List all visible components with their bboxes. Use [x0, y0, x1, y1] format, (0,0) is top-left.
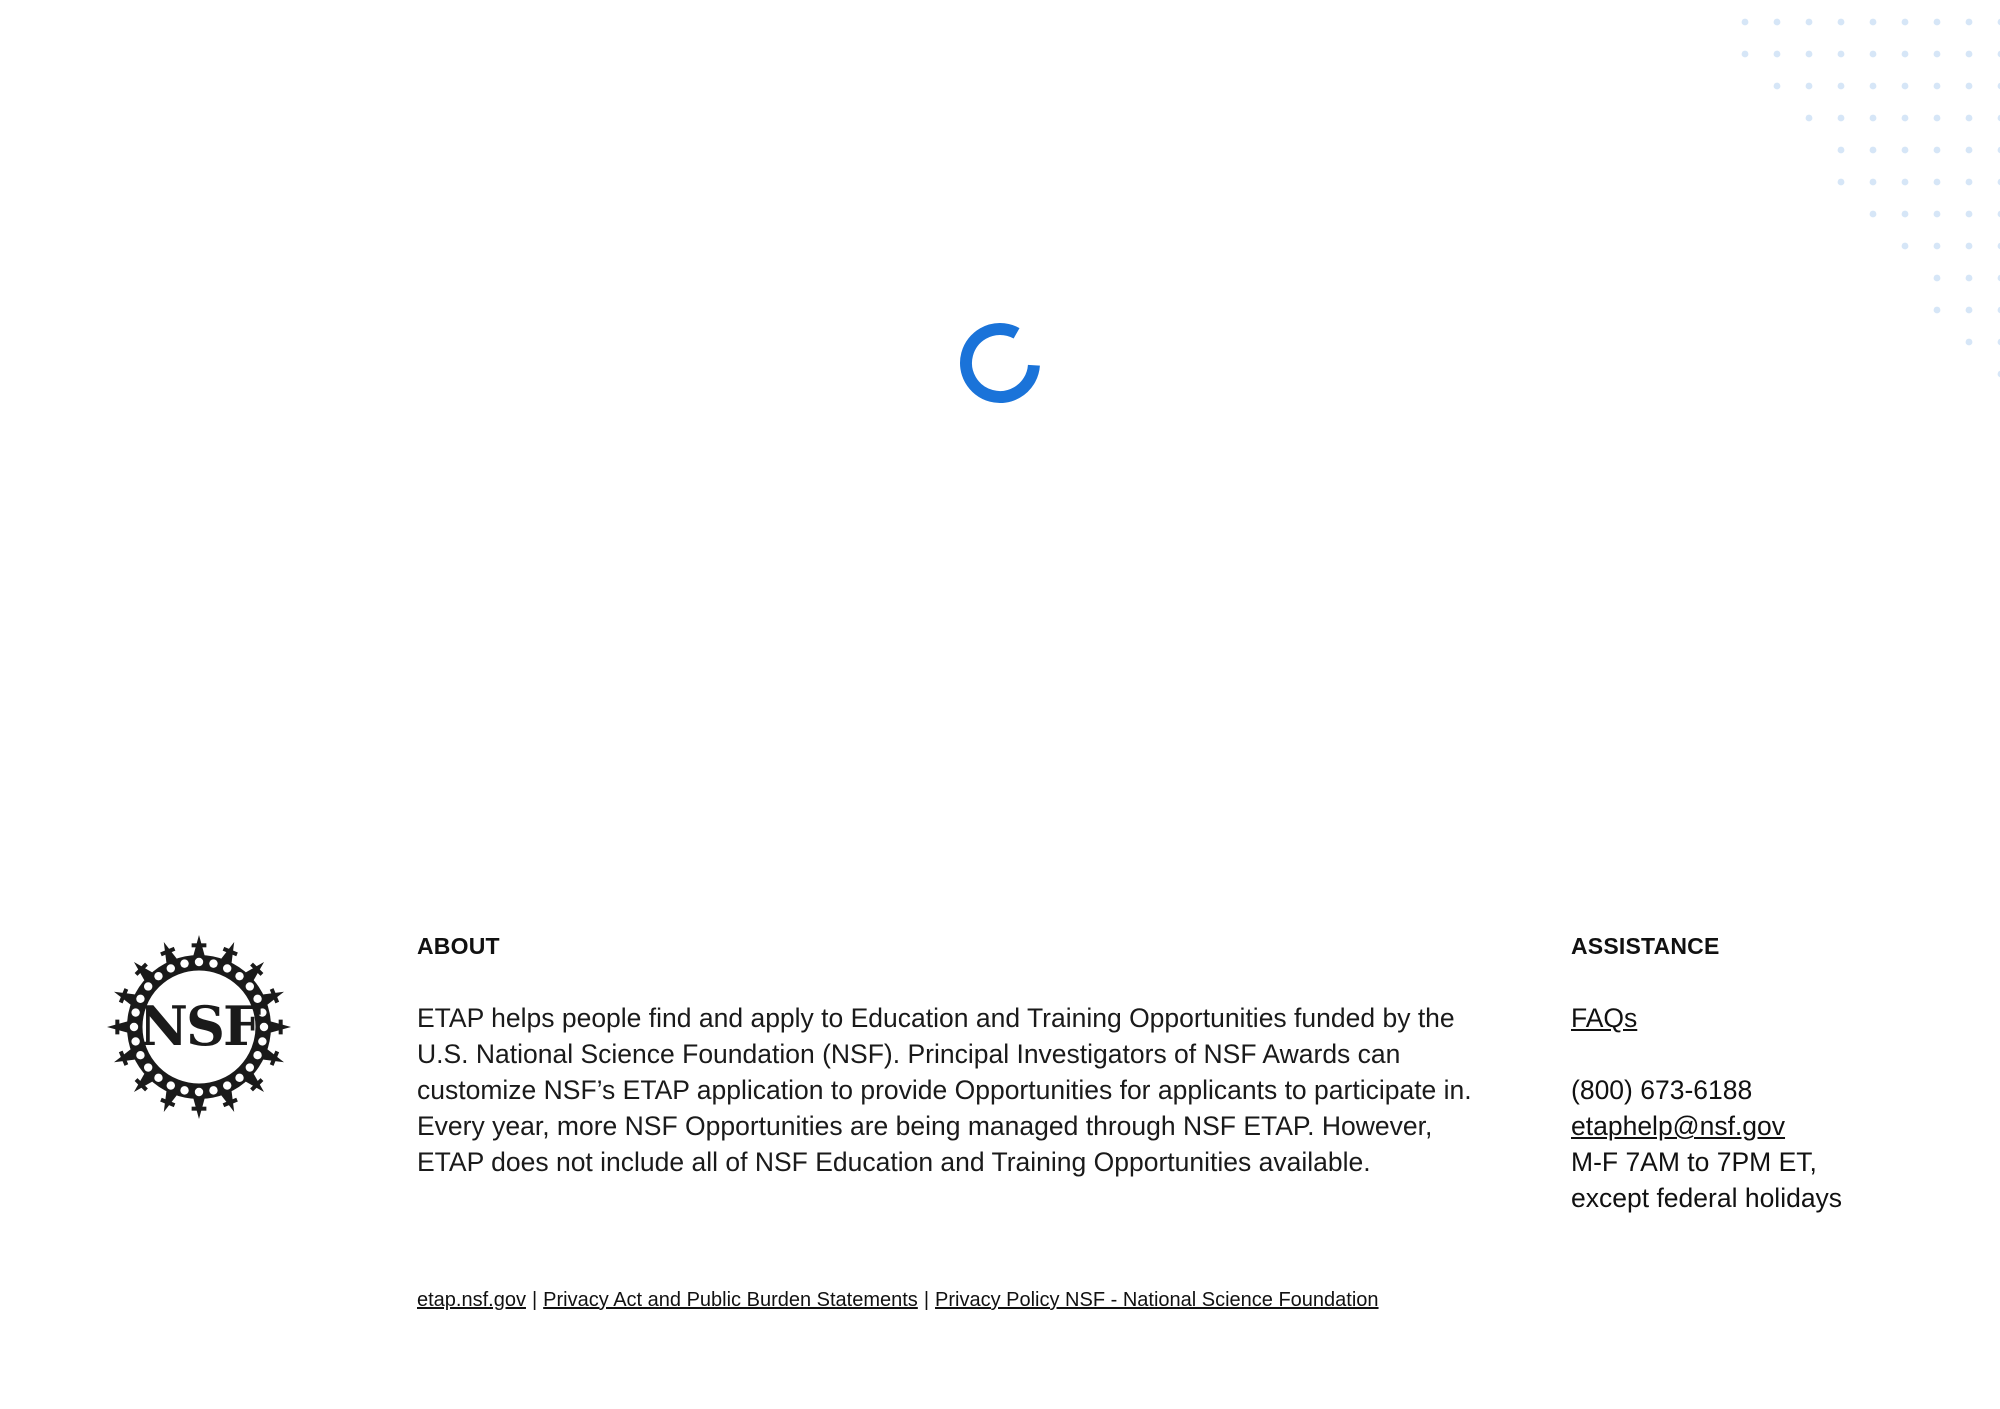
- seal-bead: [258, 1037, 266, 1045]
- decor-dot: [1966, 83, 1973, 90]
- link-separator: |: [531, 1289, 538, 1311]
- decor-dot: [1966, 51, 1973, 58]
- decor-dot: [1838, 115, 1845, 122]
- decor-dot: [1902, 243, 1909, 250]
- seal-bead: [167, 1081, 175, 1089]
- seal-bead: [154, 972, 162, 980]
- decor-dot: [1934, 179, 1941, 186]
- decorative-dot-pattern: [1720, 0, 2000, 380]
- privacy-policy-link[interactable]: Privacy Policy NSF - National Science Foundation: [935, 1289, 1379, 1311]
- assistance-heading: ASSISTANCE: [1571, 933, 1720, 959]
- seal-bead: [258, 1008, 266, 1016]
- decor-dot: [1966, 115, 1973, 122]
- decor-dot: [1966, 339, 1973, 346]
- decor-dot: [1870, 147, 1877, 154]
- faqs-link[interactable]: FAQs: [1571, 1003, 1638, 1033]
- decor-dot: [1774, 83, 1781, 90]
- site-footer: [0, 920, 2000, 1340]
- decor-dot: [1934, 147, 1941, 154]
- decor-dot: [1934, 307, 1941, 314]
- decor-dot: [1934, 275, 1941, 282]
- seal-bead: [180, 959, 188, 967]
- decor-dot: [1838, 19, 1845, 26]
- decor-dot: [1966, 19, 1973, 26]
- decor-dot: [1870, 179, 1877, 186]
- decor-dot: [1742, 51, 1749, 58]
- seal-bead: [180, 1086, 188, 1094]
- decor-dot: [1870, 83, 1877, 90]
- seal-bead: [223, 1081, 231, 1089]
- footer-legal-links: [417, 1286, 1379, 1314]
- decor-dot: [1742, 19, 1749, 26]
- decor-dot: [1902, 147, 1909, 154]
- decor-dot: [1806, 51, 1813, 58]
- seal-bead: [209, 959, 217, 967]
- decor-dot: [1966, 147, 1973, 154]
- decor-dot: [1934, 83, 1941, 90]
- decor-dot: [1774, 19, 1781, 26]
- link-separator: |: [923, 1289, 930, 1311]
- loading-spinner-icon: [957, 320, 1043, 406]
- assistance-section: [1571, 930, 1971, 1216]
- support-hours-line1: M-F 7AM to 7PM ET,: [1571, 1147, 1817, 1177]
- decor-dot: [1838, 179, 1845, 186]
- seal-bead: [144, 1063, 152, 1071]
- seal-bead: [223, 964, 231, 972]
- seal-bead: [235, 1074, 243, 1082]
- decor-dot: [1966, 211, 1973, 218]
- about-heading: ABOUT: [417, 933, 500, 959]
- decor-dot: [1934, 211, 1941, 218]
- decor-dot: [1934, 115, 1941, 122]
- about-section: [417, 930, 1497, 1180]
- decor-dot: [1806, 83, 1813, 90]
- decor-dot: [1934, 19, 1941, 26]
- decor-dot: [1966, 307, 1973, 314]
- decor-dot: [1870, 115, 1877, 122]
- privacy-act-link[interactable]: Privacy Act and Public Burden Statements: [543, 1289, 918, 1311]
- decor-dot: [1934, 51, 1941, 58]
- decor-dot: [1902, 115, 1909, 122]
- decor-dot: [1966, 243, 1973, 250]
- help-email-link[interactable]: etaphelp@nsf.gov: [1571, 1111, 1786, 1141]
- seal-bead: [195, 958, 203, 966]
- decor-dot: [1966, 275, 1973, 282]
- seal-bead: [235, 972, 243, 980]
- decor-dot: [1870, 51, 1877, 58]
- etap-home-link[interactable]: etap.nsf.gov: [417, 1289, 526, 1311]
- nsf-logo[interactable]: [104, 932, 294, 1122]
- decor-dot: [1902, 19, 1909, 26]
- seal-bead: [130, 1023, 138, 1031]
- decor-dot: [1902, 51, 1909, 58]
- seal-bead: [195, 1088, 203, 1096]
- phone-number: (800) 673-6188: [1571, 1075, 1753, 1105]
- about-description: ETAP helps people find and apply to Education and Training Opportunities funded by the U.S. National Science Foundation (NSF). Principal Investigators of NSF Awards can customize NSF’s ETAP application to provide Opportunities for applicants to participate in. Every year, more NSF Opportunities are being managed through NSF ETAP. However, ETAP does not include all of NSF Education and Training Opportunities available.: [417, 1003, 1472, 1177]
- seal-bead: [246, 982, 254, 990]
- decor-dot: [1966, 179, 1973, 186]
- decor-dot: [1902, 179, 1909, 186]
- seal-bead: [209, 1086, 217, 1094]
- nsf-logo-text: NSF: [138, 994, 260, 1058]
- decor-dot: [1870, 211, 1877, 218]
- seal-bead: [167, 964, 175, 972]
- decor-dot: [1838, 83, 1845, 90]
- seal-bead: [144, 982, 152, 990]
- decor-dot: [1902, 83, 1909, 90]
- decor-dot: [1806, 115, 1813, 122]
- decor-dot: [1902, 211, 1909, 218]
- decor-dot: [1838, 147, 1845, 154]
- seal-bead: [260, 1023, 268, 1031]
- decor-dot: [1806, 19, 1813, 26]
- decor-dot: [1774, 51, 1781, 58]
- decor-dot: [1934, 243, 1941, 250]
- seal-bead: [154, 1074, 162, 1082]
- decor-dot: [1838, 51, 1845, 58]
- decor-dot: [1870, 19, 1877, 26]
- seal-bead: [246, 1063, 254, 1071]
- support-hours-line2: except federal holidays: [1571, 1183, 1843, 1213]
- contact-info: [1571, 1072, 1971, 1216]
